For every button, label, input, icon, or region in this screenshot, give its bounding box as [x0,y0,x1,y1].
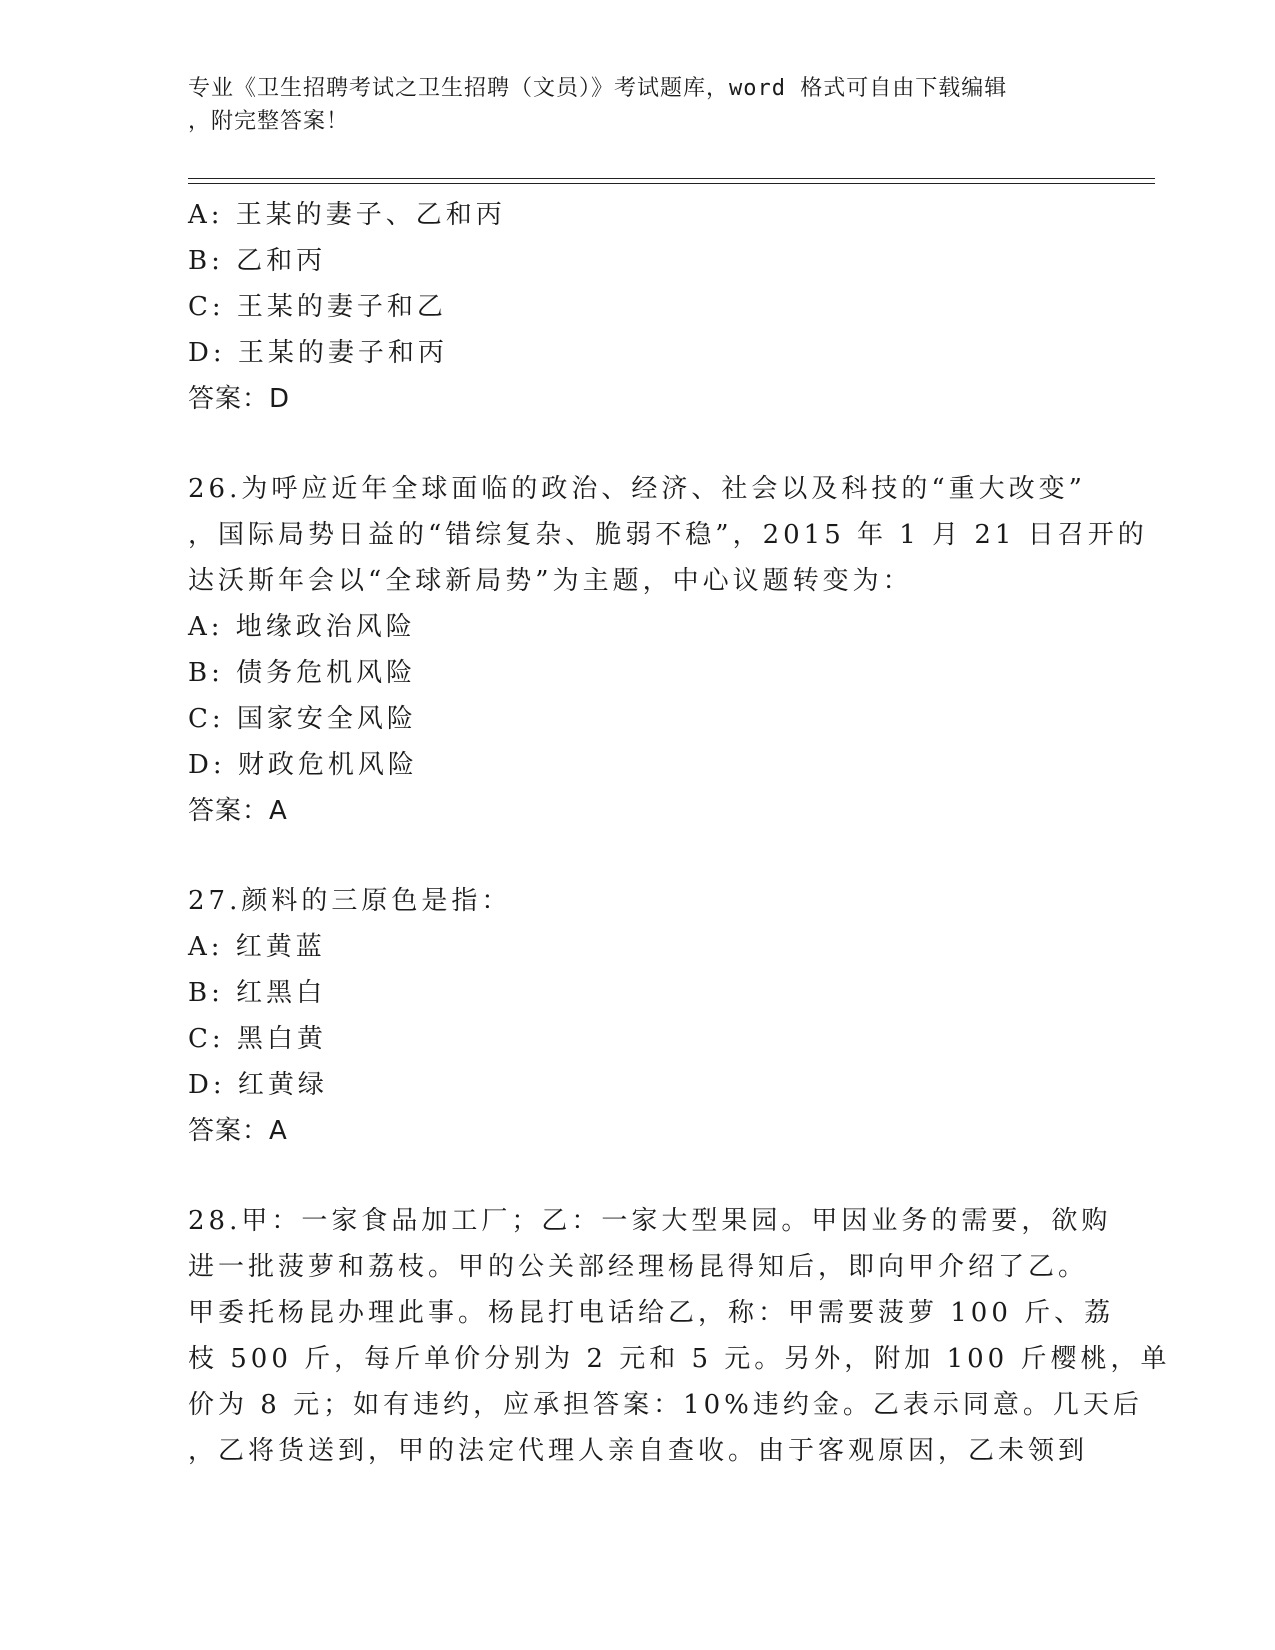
header-line-1: 专业《卫生招聘考试之卫生招聘（文员）》考试题库，word 格式可自由下载编辑 [188,76,1008,101]
document-header [188,72,1068,138]
question-26 [188,466,1148,834]
option-d: D: 财政危机风险 [188,750,418,780]
option-c: C: 黑白黄 [188,1024,327,1054]
question-25 [188,192,1088,422]
option-c: C: 国家安全风险 [188,704,417,734]
question-stem-line: ，乙将货送到，甲的法定代理人亲自查收。由于客观原因，乙未领到 [188,1436,1089,1466]
option-a: A: 地缘政治风险 [188,612,416,642]
answer: 答案：D [188,384,291,414]
question-stem-line: 26.为呼应近年全球面临的政治、经济、社会以及科技的“重大改变” [188,474,1086,504]
question-stem-line: ，国际局势日益的“错综复杂、脆弱不稳”，2015 年 1 月 21 日召开的 [188,520,1148,550]
question-stem-line: 达沃斯年会以“全球新局势”为主题，中心议题转变为： [188,566,913,596]
question-stem-line: 甲委托杨昆办理此事。杨昆打电话给乙，称：甲需要菠萝 100 斤、荔 [188,1298,1115,1328]
option-a: A: 王某的妻子、乙和丙 [188,200,506,230]
question-list [188,192,1171,1474]
option-c: C: 王某的妻子和乙 [188,292,447,322]
header-rule-top [188,178,1155,179]
question-28 [188,1198,1171,1474]
header-line-2: ，附完整答案！ [188,109,350,134]
question-27 [188,878,1088,1154]
option-b: B: 债务危机风险 [188,658,417,688]
question-stem-line: 27.颜料的三原色是指： [188,886,512,916]
option-b: B: 红黑白 [188,978,327,1008]
option-d: D: 红黄绿 [188,1070,328,1100]
option-d: D: 王某的妻子和丙 [188,338,448,368]
option-b: B: 乙和丙 [188,246,327,276]
option-a: A: 红黄蓝 [188,932,326,962]
question-stem-line: 价为 8 元；如有违约，应承担答案：10%违约金。乙表示同意。几天后 [188,1390,1143,1420]
question-stem-line: 枝 500 斤，每斤单价分别为 2 元和 5 元。另外，附加 100 斤樱桃，单 [188,1344,1171,1374]
header-rule-bottom [188,183,1155,184]
question-stem-line: 进一批菠萝和荔枝。甲的公关部经理杨昆得知后，即向甲介绍了乙。 [188,1252,1089,1282]
question-stem-line: 28.甲：一家食品加工厂；乙：一家大型果园。甲因业务的需要，欲购 [188,1206,1112,1236]
answer: 答案：A [188,796,288,826]
answer: 答案：A [188,1116,288,1146]
